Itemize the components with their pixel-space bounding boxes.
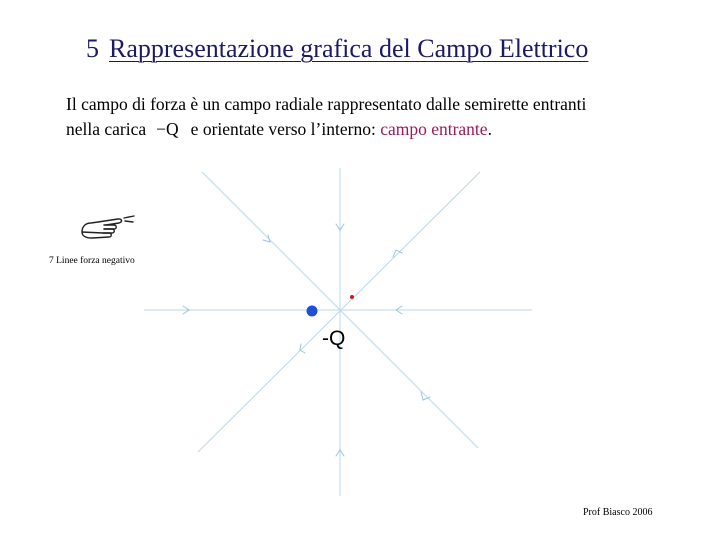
negative-charge [307, 306, 318, 317]
line2-end: . [487, 119, 492, 139]
description-line-2 [66, 117, 706, 142]
line2-prefix: nella carica [66, 119, 147, 139]
charge-symbol: −Q [156, 119, 179, 139]
title-text: Rappresentazione grafica del Campo Elettrico [109, 34, 589, 63]
pointing-hand-icon[interactable] [78, 210, 136, 246]
test-charge [350, 295, 354, 299]
hand-caption: 7 Linee forza negativo [49, 256, 135, 266]
emphasis-text: campo entrante [380, 119, 488, 139]
description-line-1: Il campo di forza è un campo radiale rappresentato dalle semirette entranti [66, 94, 587, 114]
footer-credit: Prof Biasco 2006 [583, 507, 653, 518]
description [66, 92, 706, 142]
charge-label: -Q [322, 327, 346, 350]
line2-mid: e orientate verso l’interno: [190, 119, 376, 139]
title-number: 5 [86, 34, 99, 63]
slide-title [86, 34, 588, 64]
field-line-diagonal-b [198, 172, 480, 452]
